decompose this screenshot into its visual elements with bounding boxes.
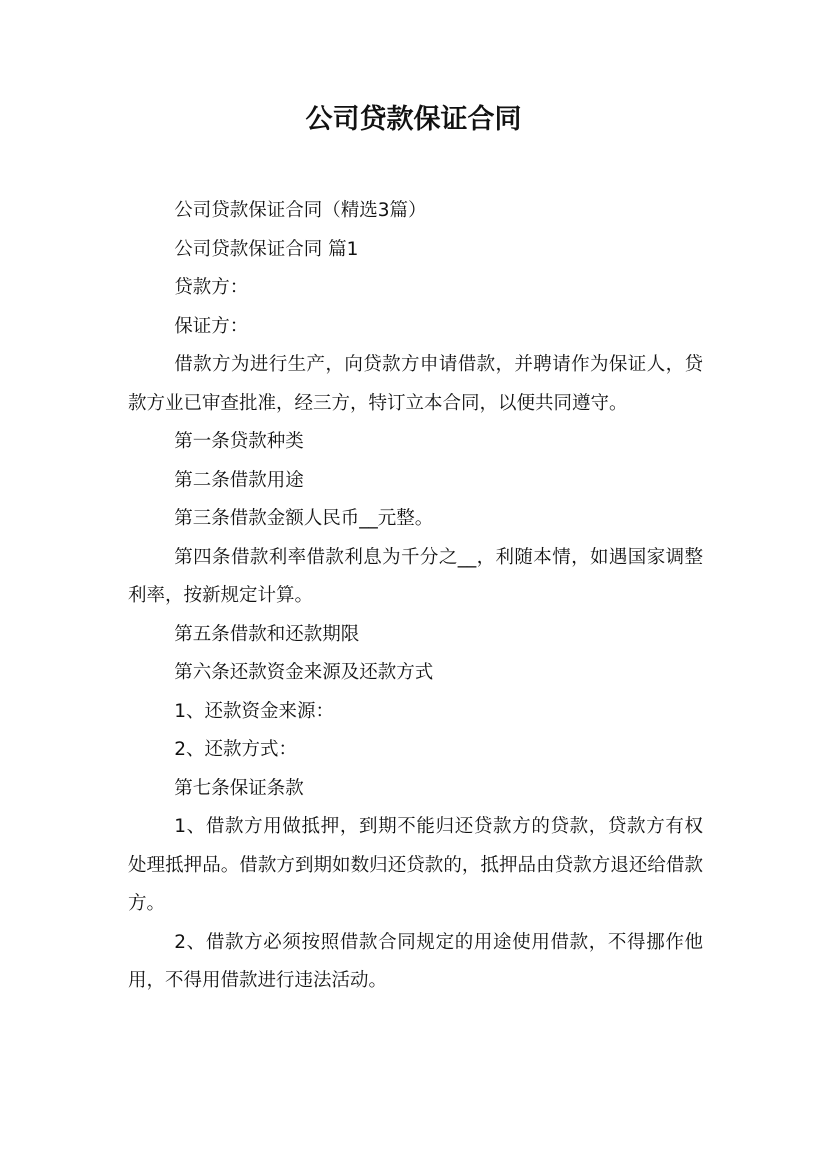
document-body <box>128 192 703 1001</box>
paragraph-article-6-item-1: 1、还款资金来源： <box>174 700 335 722</box>
paragraph-article-7-item-2: 2、借款方必须按照借款合同规定的用途使用借款，不得挪作他用，不得用借款进行违法活动。 <box>128 931 703 991</box>
document-title: 公司贷款保证合同 <box>305 104 522 135</box>
paragraph-article-3: 第三条借款金额人民币__元整。 <box>174 508 434 529</box>
paragraph-lender: 贷款方： <box>174 277 249 298</box>
paragraph-article-5: 第五条借款和还款期限 <box>174 623 360 645</box>
paragraph-section-heading: 公司贷款保证合同 篇1 <box>174 238 359 260</box>
paragraph-article-7: 第七条保证条款 <box>174 777 304 799</box>
paragraph-article-6: 第六条还款资金来源及还款方式 <box>174 662 434 683</box>
paragraph-preamble: 借款方为进行生产，向贷款方申请借款，并聘请作为保证人，贷款方业已审查批准，经三方，特订立本合同，以便共同遵守。 <box>128 354 703 414</box>
paragraph-article-6-item-2: 2、还款方式： <box>174 739 298 760</box>
paragraph-guarantor: 保证方： <box>174 315 249 337</box>
paragraph-article-2: 第二条借款用途 <box>174 469 304 491</box>
paragraph-subtitle: 公司贷款保证合同（精选3篇） <box>174 200 427 221</box>
paragraph-article-7-item-1: 1、借款方用做抵押，到期不能归还贷款方的贷款，贷款方有权处理抵押品。借款方到期如数归还贷款的，抵押品由贷款方退还给借款方。 <box>128 816 703 914</box>
paragraph-article-1: 第一条贷款种类 <box>174 431 304 452</box>
paragraph-article-4: 第四条借款利率借款利息为千分之__，利随本情，如遇国家调整利率，按新规定计算。 <box>128 546 703 606</box>
